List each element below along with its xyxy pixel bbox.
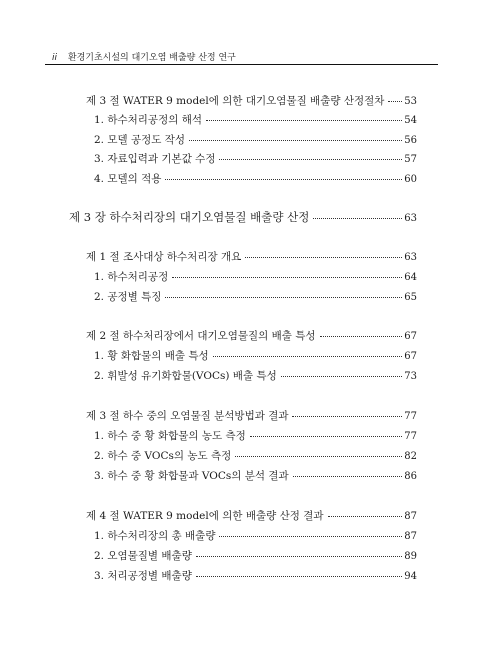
dot-leader	[281, 376, 403, 377]
dot-leader	[189, 140, 402, 141]
toc-entry-text: 2. 하수 중 VOCs의 농도 측정	[94, 450, 232, 462]
toc-entry-text: 제 4 절 WATER 9 model에 의한 배출량 산정 결과	[86, 510, 324, 522]
toc-page-number: 53	[404, 96, 417, 107]
toc-entry-text: 3. 하수 중 황 화합물과 VOCs의 분석 결과	[94, 470, 289, 482]
dot-leader	[235, 456, 402, 457]
toc-subsection	[94, 350, 417, 363]
toc-entry-text: 2. 휘발성 유기화합물(VOCs) 배출 특성	[94, 370, 277, 382]
toc-page-number: 77	[404, 431, 417, 442]
toc-entry-text: 3. 자료입력과 기본값 수정	[94, 153, 216, 165]
toc-subsection	[94, 570, 417, 583]
toc-section	[86, 251, 417, 264]
toc-entry-text: 1. 하수 중 황 화합물의 농도 측정	[94, 430, 246, 442]
dot-leader	[165, 297, 402, 298]
toc-entry-text: 1. 하수처리장의 총 배출량	[94, 530, 216, 542]
toc-subsection	[94, 291, 417, 304]
dot-leader	[172, 277, 402, 278]
toc-page-number: 94	[404, 571, 417, 582]
toc-subsection	[94, 450, 417, 463]
dot-leader	[250, 436, 403, 437]
dot-leader	[388, 101, 402, 102]
toc-subsection	[94, 271, 417, 284]
toc-entry-text: 4. 모델의 적용	[94, 173, 162, 185]
toc-page-number: 64	[404, 272, 417, 283]
toc-section	[86, 95, 417, 108]
dot-leader	[328, 516, 403, 517]
toc-entry-text: 1. 하수처리공정	[94, 271, 169, 283]
toc-subsection	[94, 470, 417, 483]
toc-subsection	[94, 114, 417, 127]
toc-page-number: 67	[404, 331, 417, 342]
toc-page-number: 89	[404, 551, 417, 562]
dot-leader	[293, 476, 403, 477]
toc-subsection	[94, 370, 417, 383]
toc-page-number: 73	[404, 371, 417, 382]
toc-entry-text: 1. 하수처리공정의 해석	[94, 114, 202, 126]
toc-subsection	[94, 173, 417, 186]
toc-subsection	[94, 153, 417, 166]
dot-leader	[206, 120, 402, 121]
dot-leader	[196, 576, 402, 577]
toc-subsection	[94, 530, 417, 543]
dot-leader	[196, 556, 402, 557]
toc-page-number: 56	[404, 135, 417, 146]
toc-entry-text: 1. 황 화합물의 배출 특성	[94, 350, 209, 362]
toc-entry-text: 제 1 절 조사대상 하수처리장 개요	[86, 251, 242, 263]
toc-section	[86, 330, 417, 343]
toc-page-number: 65	[404, 292, 417, 303]
dot-leader	[219, 536, 402, 537]
toc-chapter	[69, 211, 417, 225]
toc-page-number: 77	[404, 411, 417, 422]
toc-page-number: 54	[404, 115, 417, 126]
toc-subsection	[94, 134, 417, 147]
dot-leader	[245, 257, 402, 258]
header-title: 환경기초시설의 대기오염 배출량 산정 연구	[67, 53, 236, 63]
header-rule	[45, 64, 438, 65]
toc-entry-text: 2. 공정별 특징	[94, 291, 162, 303]
dot-leader	[213, 356, 403, 357]
toc-entry-text: 2. 모델 공정도 작성	[94, 134, 186, 146]
toc-entry-text: 제 3 절 하수 중의 오염물질 분석방법과 결과	[86, 410, 289, 422]
dot-leader	[219, 159, 402, 160]
toc-subsection	[94, 430, 417, 443]
toc-page-number: 63	[404, 213, 417, 224]
running-header	[52, 50, 236, 63]
toc-entry-text: 제 3 장 하수처리장의 대기오염물질 배출량 산정	[69, 210, 310, 224]
toc-page-number: 60	[404, 174, 417, 185]
toc-section	[86, 410, 417, 423]
toc-subsection	[94, 550, 417, 563]
toc-entry-text: 3. 처리공정별 배출량	[94, 570, 192, 582]
toc-entry-text: 제 3 절 WATER 9 model에 의한 대기오염물질 배출량 산정절차	[86, 95, 385, 107]
toc-page-number: 67	[404, 351, 417, 362]
toc-page-number: 87	[404, 531, 417, 542]
dot-leader	[313, 218, 402, 219]
toc-entry-text: 2. 오염물질별 배출량	[94, 550, 192, 562]
toc-page-number: 57	[404, 154, 417, 165]
header-page-number: ii	[52, 53, 58, 63]
dot-leader	[292, 416, 402, 417]
toc-page-number: 86	[404, 471, 417, 482]
toc-page-number: 87	[404, 511, 417, 522]
dot-leader	[320, 336, 403, 337]
dot-leader	[165, 179, 402, 180]
toc-section	[86, 510, 417, 523]
toc-page-number: 82	[404, 451, 417, 462]
toc-page-number: 63	[404, 252, 417, 263]
toc-entry-text: 제 2 절 하수처리장에서 대기오염물질의 배출 특성	[86, 330, 316, 342]
